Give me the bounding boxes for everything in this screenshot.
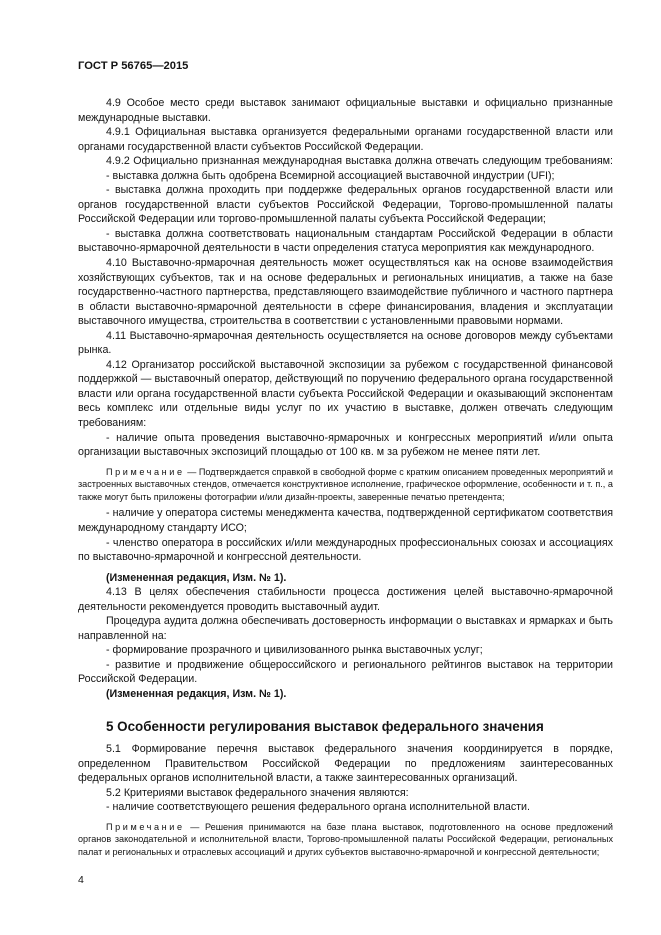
list-item: - выставка должна быть одобрена Всемирной ассоциацией выставочной индустрии (UFI); [106, 169, 555, 182]
list-item: - развитие и продвижение общероссийского и регионального рейтингов выставок на территории Российской Федерации. [78, 658, 613, 686]
list-item: - наличие соответствующего решения федерального органа исполнительной власти. [106, 801, 531, 814]
list-item: - наличие опыта проведения выставочно-ярмарочных и конгрессных мероприятий и/или опыта организации выставочных экспозиций площадью от 100 кв. м за рубежом не менее пяти лет. [78, 431, 613, 459]
paragraph-4-13: 4.13 В целях обеспечения стабильности процесса достижения целей выставочно-ярмарочной деятельности рекомендуется проводить выставочный аудит. [78, 586, 613, 613]
paragraph-4-9: 4.9 Особое место среди выставок занимают официальные выставки и официально признанные международные выставки. [78, 97, 613, 124]
list-item: - выставка должна проходить при поддержке федеральных органов государственной власти или органов государственной власти субъектов Российской Федерации, Торгово-промышленной палаты Российской Федерации или торгово-промышленной палаты субъекта Российской Федерации; [78, 184, 613, 226]
note-text: — Решения принимаются на базе плана выставок, подготовленного на основе предложений органов законодательной и исполнительной власти, Торгово-промышленной палаты Российской Федерации, региональных палат и региональных и отраслевых ассоциаций и других субъектов выставочно-ярмарочной и конгрессной деятельности; [78, 821, 613, 858]
note-2 [78, 821, 613, 859]
list-item: - членство оператора в российских и/или международных профессиональных союзах и ассоциациях по выставочно-ярмарочной и конгрессной деятельности. [78, 536, 613, 564]
list-item: - формирование прозрачного и цивилизованного рынка выставочных услуг; [106, 644, 483, 657]
note-label: Примечание [106, 466, 185, 477]
document-body [78, 96, 613, 859]
note-label: Примечание [106, 821, 185, 832]
paragraph-4-9-2: 4.9.2 Официально признанная международная выставка должна отвечать следующим требованиям: [106, 155, 613, 168]
paragraph-5-1: 5.1 Формирование перечня выставок федерального значения координируется в порядке, определенном Правительством Российской Федерации по предложениям заинтересованных федеральных органов исполнительной власти, а также заинтересованных организаций. [78, 743, 613, 785]
amendment-note-2: (Измененная редакция, Изм. № 1). [106, 688, 287, 701]
amendment-note-1: (Измененная редакция, Изм. № 1). [106, 571, 287, 584]
paragraph-4-9-1: 4.9.1 Официальная выставка организуется федеральными органами государственной власти или органами государственной власти субъектов Российской Федерации. [78, 126, 613, 153]
paragraph-4-12: 4.12 Организатор российской выставочной экспозиции за рубежом с государственной финансовой поддержкой — выставочный оператор, действующий по поручению федерального органа государственной власти или органа государственной власти субъекта Российской Федерации и оказывающий экспонентам весь комплекс или отдельные виды услуг по их участию в выставке, должен отвечать следующим требованиям: [78, 358, 613, 430]
document-code: ГОСТ Р 56765—2015 [78, 60, 189, 72]
note-1 [78, 466, 613, 504]
section-5-title: 5 Особенности регулирования выставок федерального значения [106, 718, 544, 734]
list-item: - наличие у оператора системы менеджмента качества, подтвержденной сертификатом соответствия международному стандарту ИСО; [78, 507, 613, 534]
note-text: — Подтверждается справкой в свободной форме с кратким описанием проведенных мероприятий и застроенных выставочных стендов, отмечается конструктивное исполнение, графическое оформление, особенности и т. п., а также могут быть приложены фотографии и/или дизайн-проекты, заверенные печатью претендента; [78, 466, 613, 502]
paragraph-4-10: 4.10 Выставочно-ярмарочная деятельность может осуществляться как на основе взаимодействия хозяйствующих субъектов, так и на основе федеральных и региональных инициатив, а также на базе государственно-частного партнерства, представляющего взаимодействие публичного и частного партнера в области выставочно-ярмарочной деятельности в сфере финансирования, владения и эксплуатации выставочного имущества, строительства в соответствии с установленными правовыми нормами. [78, 257, 613, 328]
paragraph-5-2: 5.2 Критериями выставок федерального значения являются: [106, 786, 409, 799]
paragraph-audit: Процедура аудита должна обеспечивать достоверность информации о выставках и ярмарках и быть направленной на: [78, 615, 613, 642]
paragraph-4-11: 4.11 Выставочно-ярмарочная деятельность осуществляется на основе договоров между субъектами рынка. [78, 329, 613, 357]
page-number: 4 [78, 874, 84, 886]
list-item: - выставка должна соответствовать национальным стандартам Российской Федерации в области выставочно-ярмарочной деятельности в части определения статуса мероприятия как международного. [78, 227, 613, 255]
